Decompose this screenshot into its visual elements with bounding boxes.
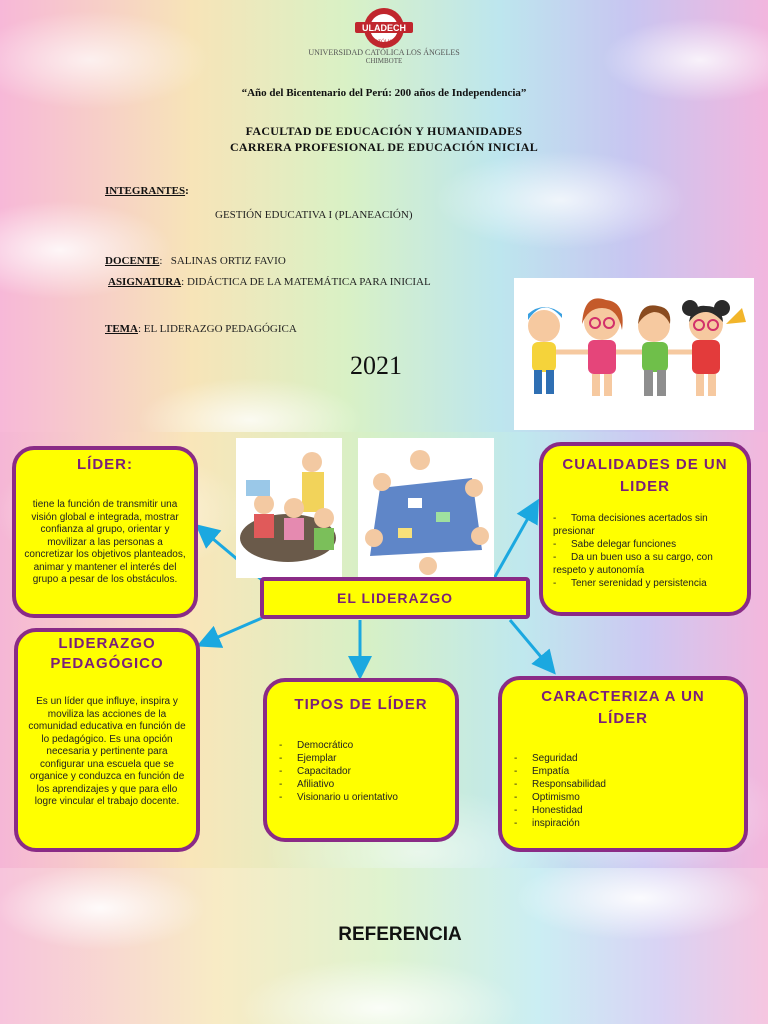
cualidades-item: - Toma decisiones acertados sin presionar [553, 512, 741, 538]
tipos-item: - Capacitador [279, 765, 449, 778]
university-name: UNIVERSIDAD CATÓLICA LOS ÁNGELES [308, 48, 460, 57]
reference-title: REFERENCIA [338, 924, 462, 945]
cualidades-item: - Sabe delegar funciones [553, 538, 741, 551]
cualidades-item: - Da un buen uso a su cargo, con respeto y autonomía [553, 551, 741, 577]
subject-row [108, 276, 431, 288]
tipos-item: - Visionario u orientativo [279, 791, 449, 804]
children-illustration [514, 278, 754, 430]
members-row [105, 185, 189, 197]
members-colon: : [185, 185, 189, 197]
meeting-table-icon [358, 438, 494, 578]
career-title: CARRERA PROFESIONAL DE EDUCACIÓN INICIAL [229, 140, 539, 154]
children-holding-hands-icon [514, 278, 754, 430]
teacher-label: DOCENTE [105, 255, 160, 267]
pedagogico-text: Es un líder que influye, inspira y moviliza las acciones de la comunidad educativa en función de lo pedagógico. Es una opción necesaria y pertinente para configurar una escuela que se organice y conduzca en función de los aprendizajes y que para ello logre vincular el trabajo docente. [28, 696, 186, 807]
arrow-to-caracteriza [510, 620, 552, 670]
members-label: INTEGRANTES [105, 185, 186, 197]
caracteriza-item: - inspiración [514, 817, 738, 830]
caracteriza-box [498, 676, 748, 852]
teacher-row [105, 255, 286, 267]
tipos-list [279, 739, 449, 804]
pedagogico-box [14, 628, 200, 852]
topic-row [105, 323, 297, 335]
teamwork-illustration [236, 438, 342, 578]
pedagogico-title: LIDERAZGO PEDAGÓGICO [50, 635, 164, 672]
cualidades-list [553, 512, 741, 590]
arrow-to-pedagogico [202, 618, 262, 644]
tipos-box [263, 678, 459, 842]
meeting-table-illustration [358, 438, 494, 578]
teacher-value: : SALINAS ORTIZ FAVIO [159, 255, 286, 267]
tipos-title: TIPOS DE LÍDER [294, 696, 428, 713]
tipos-item: - Democrático [279, 739, 449, 752]
mind-map-page [0, 432, 768, 868]
reference-page [0, 868, 768, 1024]
arrow-to-cualidades [492, 504, 536, 582]
caracteriza-item: - Optimismo [514, 791, 738, 804]
cover-year: 2021 [350, 351, 402, 380]
lider-text: tiene la función de transmitir una visión global e integrada, mostrar confianza al grupo, orientar y movilizar a las personas a concretizar los objetivos planteados, animar y mantener el interés del grupo a pesar de los obstáculos. [24, 499, 186, 585]
cualidades-item: - Tener serenidad y persistencia [553, 577, 741, 590]
caracteriza-item: - Responsabilidad [514, 778, 738, 791]
university-city: CHIMBOTE [365, 57, 403, 65]
caracteriza-item: - Seguridad [514, 752, 738, 765]
caracteriza-item: - Empatía [514, 765, 738, 778]
cualidades-title: CUALIDADES DE UN LIDER [562, 456, 728, 495]
subject-label: ASIGNATURA [108, 276, 182, 288]
central-topic-box [260, 577, 530, 619]
topic-label: TEMA [105, 323, 138, 335]
cover-page [0, 0, 768, 432]
course-name: GESTIÓN EDUCATIVA I (PLANEACIÓN) [215, 209, 413, 221]
tipos-item: - Afiliativo [279, 778, 449, 791]
team-meeting-icon [236, 438, 342, 578]
lider-title: LÍDER: [77, 456, 133, 473]
topic-value: : EL LIDERAZGO PEDAGÓGICA [138, 323, 297, 335]
lider-box [12, 446, 198, 618]
caracteriza-list [514, 752, 738, 830]
year-motto: “Año del Bicentenario del Perú: 200 años de Independencia” [241, 87, 527, 99]
logo-subtext: CATÓLICA [371, 40, 397, 45]
subject-value: : DIDÁCTICA DE LA MATEMÁTICA PARA INICIAL [181, 276, 431, 288]
cualidades-box [539, 442, 751, 616]
faculty-title: FACULTAD DE EDUCACIÓN Y HUMANIDADES [245, 124, 523, 138]
central-topic-title: EL LIDERAZGO [337, 590, 453, 606]
caracteriza-item: - Honestidad [514, 804, 738, 817]
svg-text:ULADECH: ULADECH [362, 23, 406, 33]
caracteriza-title: CARACTERIZA A UN LÍDER [541, 688, 705, 727]
tipos-item: - Ejemplar [279, 752, 449, 765]
